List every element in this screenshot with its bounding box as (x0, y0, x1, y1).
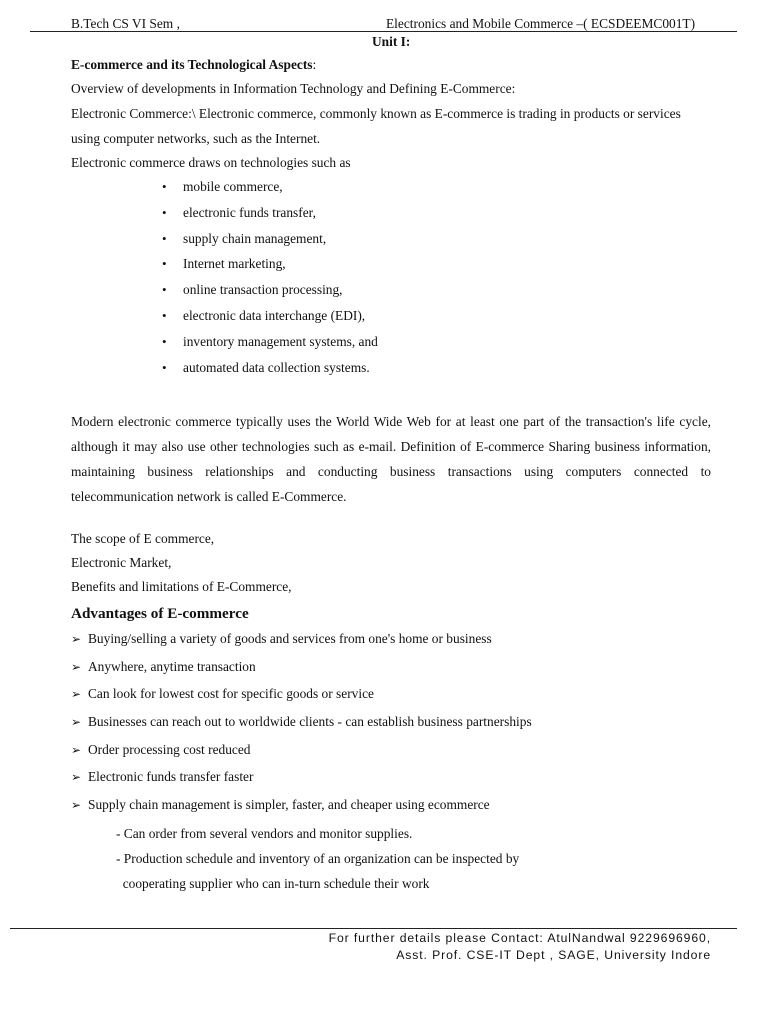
modern-ecommerce-paragraph (71, 409, 711, 509)
list-item: • mobile commerce, (162, 180, 378, 206)
advantages-title: Advantages of E-commerce (71, 605, 249, 622)
sub-item-production: - Production schedule and inventory of an organization can be inspected by (116, 851, 520, 866)
advantages-list (71, 632, 532, 826)
arrow-bullet-icon: ➢ (71, 632, 82, 646)
list-item (71, 715, 532, 743)
advantage-text: Supply chain management is simpler, faster, and cheaper using ecommerce (88, 797, 490, 813)
section-title-text: E-commerce and its Technological Aspects (71, 57, 313, 72)
header-subject: Electronics and Mobile Commerce –( ECSDEEMC001T) (386, 16, 696, 31)
topic-benefits: Benefits and limitations of E-Commerce, (71, 579, 292, 594)
footer-line-1: For further details please Contact: AtulNandwal 9229696960, (328, 931, 711, 945)
paragraph-text: Modern electronic commerce typically uses the World Wide Web for at least one part of the transaction's life cycle, although it may also use other technologies such as e-mail. Definition of E-commerce Sharing business information, maintaining business relationships and conducting business transactions using computers connected to telecommunication network is called E-Commerce. (71, 414, 711, 504)
list-item: • inventory management systems, and (162, 335, 378, 361)
advantage-text: Order processing cost reduced (88, 741, 251, 757)
definition-line-1: Electronic Commerce:\ Electronic commerce, commonly known as E-commerce is trading in products or services (71, 106, 681, 121)
draws-on-line: Electronic commerce draws on technologies such as (71, 155, 351, 170)
advantage-text: Electronic funds transfer faster (88, 769, 254, 785)
section-title (71, 57, 316, 73)
list-item (71, 798, 532, 826)
list-item: • online transaction processing, (162, 283, 378, 309)
arrow-bullet-icon: ➢ (71, 659, 82, 674)
footer-rule (10, 928, 737, 929)
sub-item-order: - Can order from several vendors and monitor supplies. (116, 826, 413, 841)
list-item (71, 743, 532, 771)
advantage-text: Buying/selling a variety of goods and services from one's home or business (88, 631, 492, 646)
list-item: • electronic funds transfer, (162, 206, 378, 232)
overview-line: Overview of developments in Information Technology and Defining E-Commerce: (71, 81, 516, 96)
advantage-text: Businesses can reach out to worldwide clients - can establish business partnerships (88, 714, 532, 730)
unit-title: Unit I: (372, 34, 411, 49)
section-title-colon: : (312, 57, 317, 72)
arrow-bullet-icon: ➢ (71, 742, 82, 757)
list-item: • automated data collection systems. (162, 361, 378, 387)
footer-line-2: Asst. Prof. CSE-IT Dept , SAGE, University Indore (396, 948, 711, 962)
list-item: • Internet marketing, (162, 257, 378, 283)
arrow-bullet-icon: ➢ (71, 798, 82, 813)
topic-market: Electronic Market, (71, 555, 172, 570)
sub-item-cooperating: cooperating supplier who can in-turn schedule their work (116, 876, 430, 891)
technology-list (162, 180, 378, 386)
header-course: B.Tech CS VI Sem , (71, 16, 180, 31)
list-item (71, 632, 532, 660)
list-item: • electronic data interchange (EDI), (162, 309, 378, 335)
arrow-bullet-icon: ➢ (71, 770, 82, 785)
definition-line-2: using computer networks, such as the Internet. (71, 131, 321, 146)
advantage-text: Can look for lowest cost for specific goods or service (88, 686, 374, 702)
topic-scope: The scope of E commerce, (71, 531, 215, 546)
list-item (71, 687, 532, 715)
list-item (71, 660, 532, 688)
list-item (71, 770, 532, 798)
arrow-bullet-icon: ➢ (71, 715, 82, 730)
header-rule (30, 31, 737, 32)
advantage-text: Anywhere, anytime transaction (88, 658, 256, 674)
arrow-bullet-icon: ➢ (71, 687, 82, 702)
footer-contact (329, 930, 711, 964)
list-item: • supply chain management, (162, 232, 378, 258)
